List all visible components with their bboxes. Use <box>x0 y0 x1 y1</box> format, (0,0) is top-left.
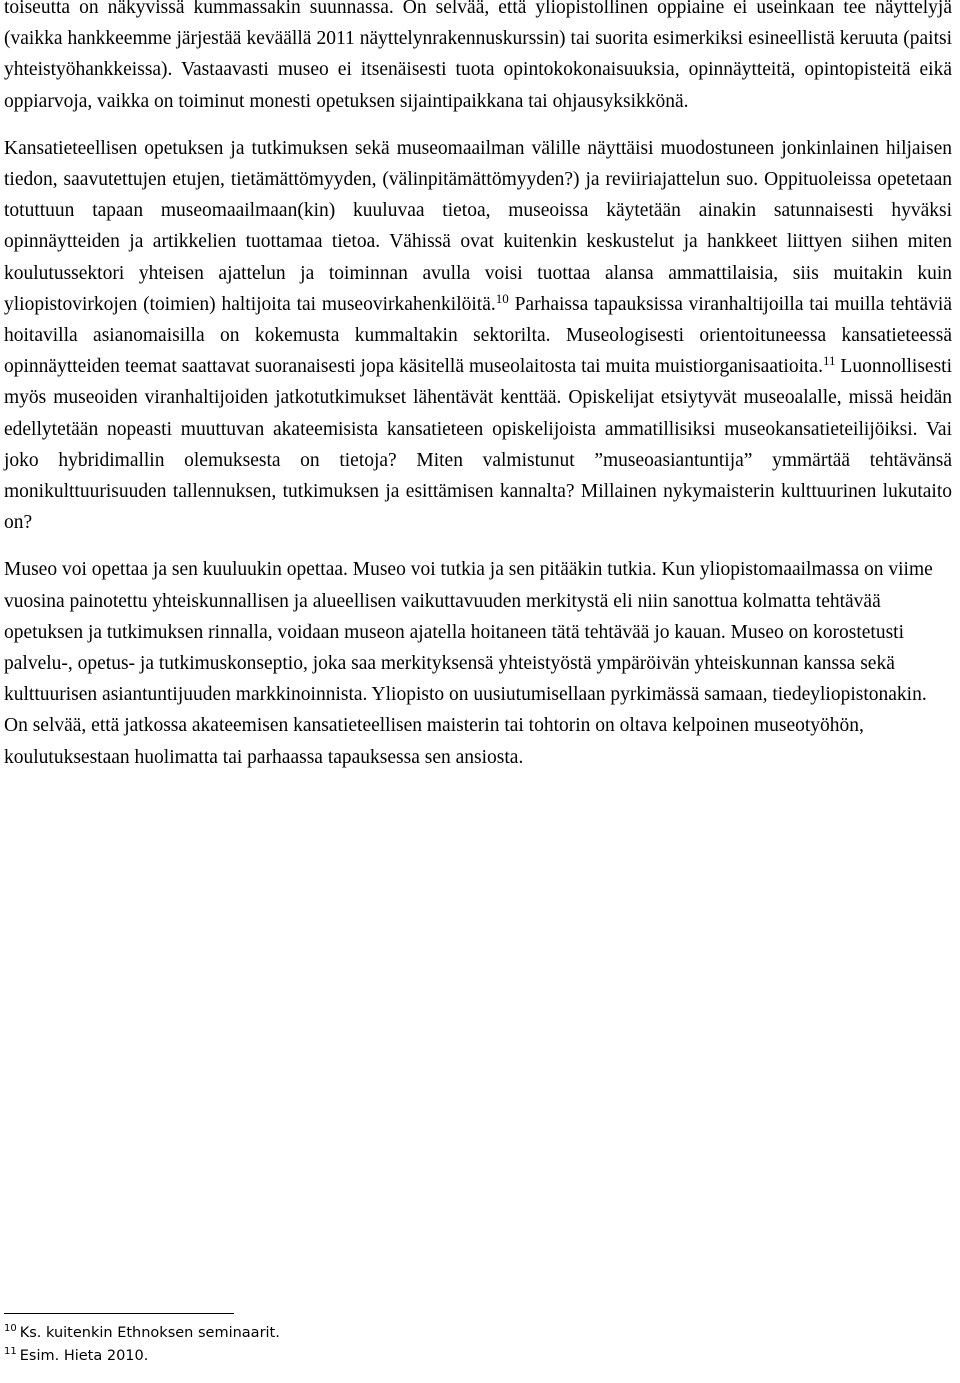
footnote-number: 11 <box>4 1346 17 1357</box>
footnote-text: Esim. Hieta 2010. <box>19 1348 149 1364</box>
paragraph-2 <box>4 133 952 539</box>
paragraph-text: Museo voi opettaa ja sen kuuluukin opettaa. Museo voi tutkia ja sen pitääkin tutkia. Kun yliopistomaailmassa on viime vuosina painotettu yhteiskunnallisen ja alueellisen vaikuttavuuden merkitystä eli niin sanottua kolmatta tehtävää opetuksen ja tutkimuksen rinnalla, voidaan museon ajatella hoitaneen tätä tehtävää jo kauan. Museo on korostetusti palvelu-, opetus- ja tutkimuskonseptio, joka saa merkityksensä yhteistyöstä ympäröivän yhteiskunnan kanssa sekä kulttuurisen asiantuntijuuden markkinoinnista. Yliopisto on uusiutumisellaan pyrkimässä samaan, tiedeyliopistonakin. On selvää, että jatkossa akateemisen kansatieteellisen maisterin tai tohtorin on oltava kelpoinen museotyöhön, koulutuksestaan huolimatta tai parhaassa tapauksessa sen ansiosta. <box>4 559 933 768</box>
body-text <box>4 0 952 773</box>
footnote-ref-10[interactable]: 10 <box>495 290 509 306</box>
footnote-divider <box>4 1313 234 1314</box>
footnotes <box>4 1313 944 1368</box>
paragraph-text: Kansatieteellisen opetuksen ja tutkimuksen sekä museomaailman välille näyttäisi muodostuneen jonkinlainen hiljaisen tiedon, saavutettujen etujen, tietämättömyyden, (välinpitämättömyyden?) ja reviiriajattelun suo. Oppituoleissa opetetaan totuttuun tapaan museomaailmaan(kin) kuuluvaa tietoa, museoissa käytetään ainakin satunnaisesti hyväksi opinnäytteiden ja artikkelien tuottamaa tietoa. Vähissä ovat kuitenkin keskustelut ja hankkeet liittyen siihen miten koulutussektori yhteisen ajattelun ja toiminnan avulla voisi tuottaa alansa ammattilaisia, siis muitakin kuin yliopistovirkojen (toimien) haltijoita tai museovirkahenkilöitä. <box>4 137 952 315</box>
paragraph-1 <box>4 0 952 117</box>
footnote-number: 10 <box>4 1323 17 1334</box>
paragraph-text: toiseutta on näkyvissä kummassakin suunnassa. On selvää, että yliopistollinen oppiaine ei useinkaan tee näyttelyjä (vaikka hankkeemme järjestää keväällä 2011 näyttelynrakennuskurssin) tai suorita esimerkiksi esineellistä keruuta (paitsi yhteistyöhankkeissa). Vastaavasti museo ei itsenäisesti tuota opintokokonaisuuksia, opinnäytteitä, opintopisteitä eikä oppiarvoja, vaikka on toiminut monesti opetuksen sijaintipaikkana tai ohjausyksikkönä. <box>4 0 952 112</box>
footnote-11 <box>4 1345 944 1368</box>
paragraph-3 <box>4 554 952 772</box>
paragraph-text: Parhaissa tapauksissa viranhaltijoilla tai muilla tehtäviä hoitavilla asianomaisilla on kokemusta kummaltakin sektorilta. Museologisesti orientoituneessa kansatieteessä opinnäytteiden teemat saattavat suoranaisesti jopa käsitellä museolaitosta tai muita muistiorganisaatioita. <box>4 293 952 378</box>
footnote-text: Ks. kuitenkin Ethnoksen seminaarit. <box>19 1325 280 1341</box>
footnote-ref-11[interactable]: 11 <box>822 353 836 369</box>
footnote-10 <box>4 1322 944 1345</box>
paragraph-text: Luonnollisesti myös museoiden viranhaltijoiden jatkotutkimukset lähentävät kenttää. Opiskelijat etsiytyvät museoalalle, missä heidän edellytetään nopeasti muuttuvan akateemisista kansatieteen opiskelijoista ammatillisiksi museokansatieteilijöiksi. Vai joko hybridimallin olemuksesta on tietoja? Miten valmistunut ”museoasiantuntija” ymmärtää tehtävänsä monikulttuurisuuden tallennuksen, tutkimuksen ja esittämisen kannalta? Millainen nykymaisterin kulttuurinen lukutaito on? <box>4 356 952 534</box>
